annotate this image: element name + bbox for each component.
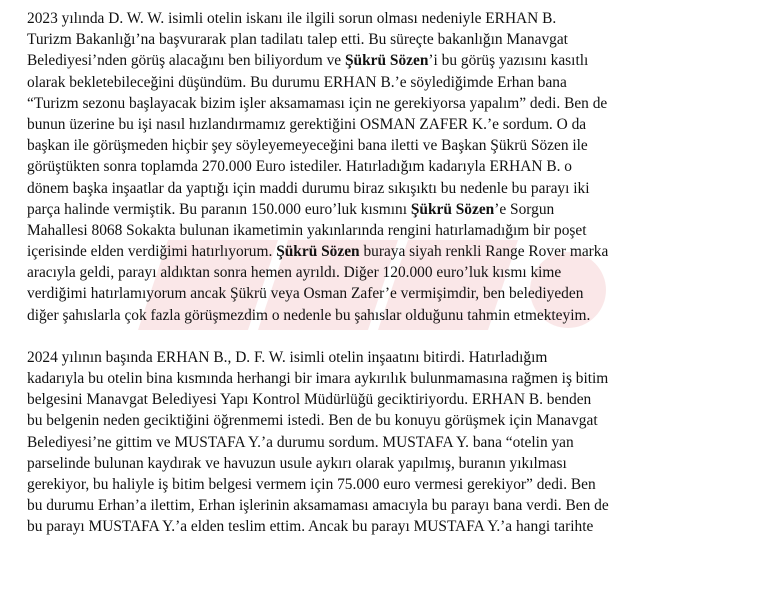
bold-name: Şükrü Sözen	[410, 200, 495, 218]
text-segment: belgesini Manavgat Belediyesi Yapı Kontrol Müdürlüğü geciktiriyordu. ERHAN B. benden	[27, 391, 592, 409]
text-segment: buraya siyah renkli Range Rover marka	[359, 243, 609, 261]
text-segment: dönem başka inşaatlar da yaptığı için maddi durumu biraz sıkışıktı bu nedenle bu parayı iki	[27, 179, 590, 197]
paragraph	[27, 8, 733, 326]
text-line	[27, 305, 733, 326]
document-body	[27, 8, 733, 538]
text-segment: Turizm Bakanlığı’na başvurarak plan tadilatı talep etti. Bu süreçte bakanlığın Manavgat	[27, 31, 568, 49]
text-line	[27, 347, 733, 368]
text-segment: gerekiyor, bu haliyle iş bitim belgesi vermem için 75.000 euro vermesi gerekiyor” dedi. Ben	[27, 475, 596, 493]
text-segment: ’e Sorgun	[494, 200, 555, 218]
text-line	[27, 8, 733, 29]
bold-name: Şükrü Sözen	[345, 52, 429, 70]
text-line	[27, 241, 733, 262]
text-segment: parselinde bulunan kaydırak ve havuzun usule aykırı olarak yapılmış, buranın yıkılması	[27, 454, 567, 472]
text-segment: 2024 yılının başında ERHAN B., D. F. W. isimli otelin inşaatını bitirdi. Hatırladığım	[27, 348, 548, 366]
text-segment: “Turizm sezonu başlayacak bizim işler aksamaması için ne gerekiyorsa yapalım” dedi. Ben de	[27, 94, 608, 112]
text-segment: verdiğimi hatırlamıyorum ancak Şükrü veya Osman Zafer’e vermişimdir, ben belediyeden	[27, 285, 584, 303]
text-line	[27, 114, 733, 135]
text-line	[27, 135, 733, 156]
text-line	[27, 220, 733, 241]
text-line	[27, 410, 733, 431]
text-line	[27, 368, 733, 389]
text-line	[27, 453, 733, 474]
text-line	[27, 389, 733, 410]
text-segment: kadarıyla bu otelin bina kısmında herhangi bir imara aykırılık bulunmamasına rağmen iş bitim	[27, 370, 609, 387]
bold-name: Şükrü Sözen	[276, 243, 360, 261]
text-line	[27, 474, 733, 495]
text-segment: içerisinde elden verdiğimi hatırlıyorum.	[27, 243, 277, 261]
text-line	[27, 495, 733, 516]
text-line	[27, 262, 733, 283]
text-line	[27, 29, 733, 50]
text-segment: görüştükten sonra toplamda 270.000 Euro istediler. Hatırladığım kadarıyla ERHAN B. o	[27, 158, 572, 176]
text-segment: 2023 yılında D. W. W. isimli otelin iskanı ile ilgili sorun olması nedeniyle ERHAN B.	[27, 10, 557, 27]
text-segment: bu belgenin neden geciktiğini öğrenmemi istedi. Ben de bu konuyu görüşmek için Manavgat	[27, 412, 598, 430]
text-segment: başkan ile görüşmeden hiçbir şey söyleyemeyeceğini bana iletti ve Başkan Şükrü Sözen ile	[27, 137, 588, 155]
text-line	[27, 283, 733, 304]
text-segment: bu parayı MUSTAFA Y.’a elden teslim ettim. Ancak bu parayı MUSTAFA Y.’a hangi tarihte	[27, 518, 594, 536]
paragraph	[27, 347, 733, 538]
text-line	[27, 72, 733, 93]
text-line	[27, 156, 733, 177]
text-line	[27, 50, 733, 71]
text-line	[27, 93, 733, 114]
text-segment: Mahallesi 8068 Sokakta bulunan ikametimin yakınlarında rengini hatırlamadığım bir poşet	[27, 221, 587, 239]
text-line	[27, 178, 733, 199]
text-segment: Belediyesi’ne gittim ve MUSTAFA Y.’a durumu sordum. MUSTAFA Y. bana “otelin yan	[27, 433, 574, 451]
text-segment: diğer şahıslarla çok fazla görüşmezdim o nedenle bu şahıslar olduğunu tahmin etmekteyim.	[27, 306, 591, 324]
text-segment: olarak bekletebileceğini düşündüm. Bu durumu ERHAN B.’e söylediğimde Erhan bana	[27, 73, 567, 91]
text-line	[27, 516, 733, 537]
text-line	[27, 199, 733, 220]
text-segment: parça halinde vermiştik. Bu paranın 150.000 euro’luk kısmını	[27, 200, 411, 218]
text-segment: aracıyla geldi, parayı aldıktan sonra hemen ayrıldı. Diğer 120.000 euro’luk kısmı kime	[27, 264, 562, 282]
text-segment: ’i bu görüş yazısını kasıtlı	[428, 52, 589, 70]
text-segment: bu durumu Erhan’a ilettim, Erhan işlerinin aksamaması amacıyla bu parayı bana verdi. Ben de	[27, 497, 609, 515]
text-segment: Belediyesi’nden görüş alacağını ben biliyordum ve	[27, 52, 345, 70]
text-segment: bunun üzerine bu işi nasıl hızlandırmamız gerektiğini OSMAN ZAFER K.’e sordum. O da	[27, 115, 587, 133]
text-line	[27, 432, 733, 453]
